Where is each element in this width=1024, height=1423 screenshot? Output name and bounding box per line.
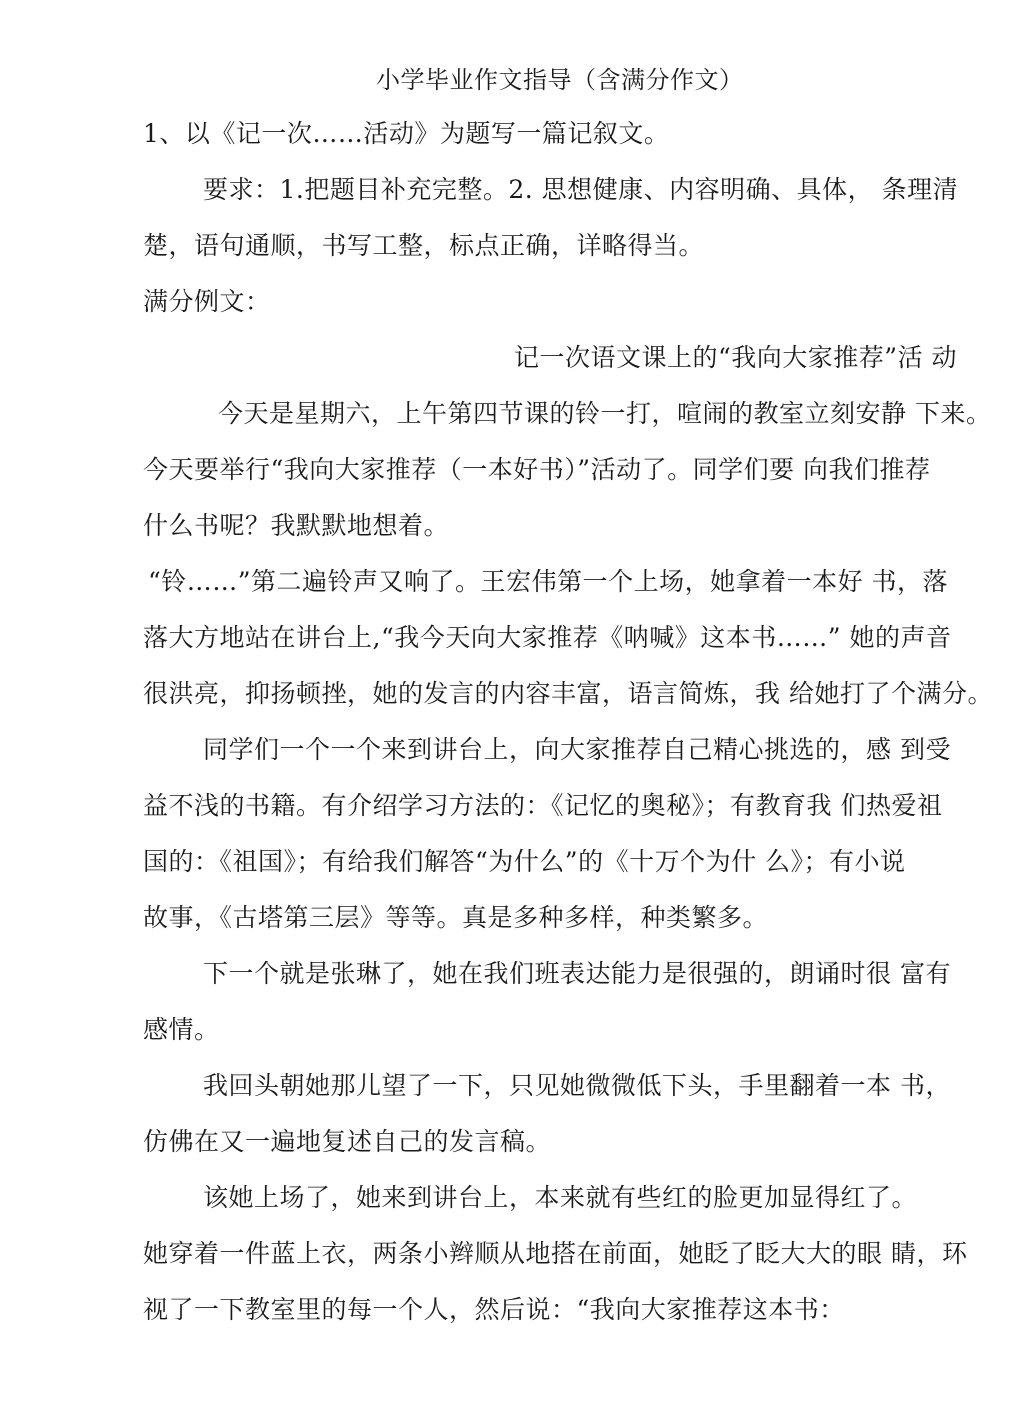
essay-line: 益不浅的书籍。有介绍学习方法的：《记忆的奥秘》；有教育我 们热爱祖 [143,791,943,820]
essay-line: 今天是星期六，上午第四节课的铃一打，喧闹的教室立刻安静 下来。 [218,399,992,428]
essay-line: 视了一下教室里的每一个人，然后说：“我向大家推荐这本书： [143,1295,845,1324]
requirements-line-1: 要求：1.把题目补充完整。2. 思想健康、内容明确、具体， 条理清 [203,175,959,204]
essay-line: 感情。 [143,1015,220,1044]
essay-line: 仿佛在又一遍地复述自己的发言稿。 [143,1127,552,1156]
essay-prompt: 1、以《记一次……活动》为题写一篇记叙文。 [143,119,670,148]
essay-line: 我回头朝她那儿望了一下，只见她微微低下头，手里翻着一本 书， [203,1071,951,1100]
essay-line: 今天要举行“我向大家推荐（一本好书）”活动了。同学们要 向我们推荐 [143,455,931,484]
essay-line: 该她上场了，她来到讲台上，本来就有些红的脸更加显得红了。 [203,1183,918,1212]
document-title: 小学毕业作文指导（含满分作文） [376,66,744,94]
essay-line: “铃……”第二遍铃声又响了。王宏伟第一个上场，她拿着一本好 书，落 [148,567,949,596]
essay-title: 记一次语文课上的“我向大家推荐”活 动 [514,343,958,372]
essay-line: 故事，《古塔第三层》等等。真是多种多样，种类繁多。 [143,903,769,932]
essay-line: 下一个就是张琳了，她在我们班表达能力是很强的，朗诵时很 富有 [203,959,951,988]
essay-line: 什么书呢？我默默地想着。 [143,511,450,540]
essay-line: 落大方地站在讲台上,“我今天向大家推荐《呐喊》这本书……” 她的声音 [143,623,952,652]
example-label: 满分例文： [143,287,271,316]
essay-line: 国的：《祖国》；有给我们解答“为什么”的《十万个为什 么》；有小说 [143,847,906,876]
essay-line: 她穿着一件蓝上衣，两条小辫顺从地搭在前面，她眨了眨大大的眼 睛，环 [143,1239,968,1268]
requirements-line-2: 楚，语句通顺，书写工整，标点正确，详略得当。 [143,231,705,260]
essay-line: 同学们一个一个来到讲台上，向大家推荐自己精心挑选的，感 到受 [203,735,951,764]
essay-line: 很洪亮，抑扬顿挫，她的发言的内容丰富，语言简炼，我 给她打了个满分。 [143,679,993,708]
